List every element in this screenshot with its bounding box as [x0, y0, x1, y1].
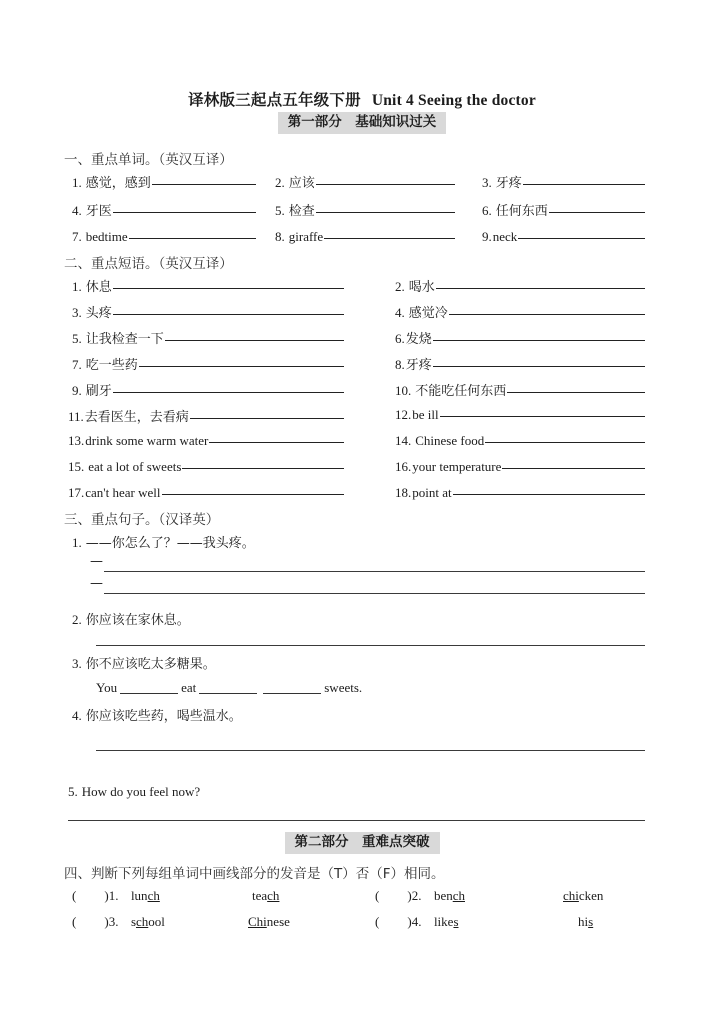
phrase-item-8: [395, 354, 645, 373]
phrase-item-14-label: Chinese food: [415, 433, 485, 448]
word-item-3: [482, 172, 645, 191]
phrase-item-1: [72, 276, 344, 295]
pron-row-3-word-2: Chinese: [248, 914, 290, 929]
pron-row-3-word-2-wrap: [248, 914, 290, 930]
section-heading-pronunciation: 四、判断下列每组单词中画线部分的发音是（T）否（F）相同。: [64, 866, 445, 882]
phrase-item-9-label: 刷牙: [85, 384, 112, 399]
word-item-4-number: 4.: [72, 203, 82, 218]
sentence-q2-text: 你应该在家休息。: [85, 613, 190, 628]
sentence-q4-answer-line[interactable]: [96, 750, 645, 751]
page-title: [0, 88, 724, 110]
word-item-7-blank[interactable]: [129, 226, 256, 239]
word-item-2: [275, 172, 455, 191]
phrase-item-5: [72, 328, 344, 347]
pron-row-4-word-1: likes: [433, 914, 459, 929]
phrase-item-12-number: 12.: [395, 407, 412, 422]
sentence-q1-answer-line-2[interactable]: [104, 593, 645, 594]
sentence-q3-answer: [96, 680, 362, 696]
phrase-item-13-label: drink some warm water: [85, 433, 209, 448]
phrase-item-10-label: 不能吃任何东西: [415, 384, 507, 399]
word-item-2-blank[interactable]: [316, 172, 455, 185]
sentence-q3-number: 3.: [72, 656, 82, 671]
phrase-item-2-number: 2.: [395, 279, 405, 294]
pron-row-3-number: 3.: [108, 914, 119, 929]
phrase-item-15-number: 15.: [68, 459, 85, 474]
word-item-2-number: 2.: [275, 175, 285, 190]
phrase-item-13: [68, 432, 344, 449]
section-heading-sentences: 三、重点句子。（汉译英）: [64, 512, 220, 528]
phrase-item-11-number: 11.: [68, 409, 84, 424]
word-item-8-blank[interactable]: [324, 226, 455, 239]
word-item-1-number: 1.: [72, 175, 82, 190]
word-item-7-label: bedtime: [85, 229, 128, 244]
phrase-item-1-label: 休息: [85, 280, 112, 295]
pron-row-4-word-2: his: [578, 914, 594, 929]
pron-row-2-word-1: bench: [433, 888, 465, 903]
sentence-q5-prompt: [68, 784, 200, 800]
word-item-3-number: 3.: [482, 175, 492, 190]
sentence-q3-blank-3[interactable]: [263, 693, 321, 694]
word-item-9: [482, 228, 645, 245]
page-title-chinese: 译林版三起点五年级下册: [188, 91, 361, 109]
pron-row-1-checkbox[interactable]: ( ): [72, 888, 109, 903]
word-item-5-number: 5.: [275, 203, 285, 218]
phrase-item-12: [395, 406, 645, 423]
pron-row-3-checkbox[interactable]: ( ): [72, 914, 109, 929]
phrase-item-10-blank[interactable]: [507, 380, 645, 393]
sentence-q1-text: ——你怎么了？——我头疼。: [85, 536, 255, 551]
phrase-item-5-number: 5.: [72, 331, 82, 346]
section-heading-phrases: 二、重点短语。（英汉互译）: [64, 256, 233, 272]
phrase-item-9-number: 9.: [72, 383, 82, 398]
phrase-item-1-number: 1.: [72, 279, 82, 294]
sentence-q3-prefix: You: [96, 680, 118, 695]
word-item-8: [275, 228, 455, 245]
sentence-q2-prompt: [72, 609, 190, 628]
phrase-item-7-blank[interactable]: [139, 354, 344, 367]
word-item-6-number: 6.: [482, 203, 492, 218]
phrase-item-6-label: 发烧: [405, 332, 432, 347]
phrase-item-4-number: 4.: [395, 305, 405, 320]
phrase-item-16-number: 16.: [395, 459, 412, 474]
pron-row-3-word-1: school: [130, 914, 165, 929]
phrase-item-8-blank[interactable]: [433, 354, 645, 367]
sentence-q3-mid: eat: [181, 680, 197, 695]
sentence-q3-text: 你不应该吃太多糖果。: [85, 657, 216, 672]
section-heading-words: 一、重点单词。（英汉互译）: [64, 152, 233, 168]
phrase-item-15-blank[interactable]: [182, 456, 344, 469]
phrase-item-8-label: 牙疼: [405, 358, 432, 373]
word-item-6-label: 任何东西: [495, 204, 548, 219]
word-item-8-number: 8.: [275, 229, 285, 244]
sentence-q2-number: 2.: [72, 612, 82, 627]
phrase-item-3-number: 3.: [72, 305, 82, 320]
word-item-9-label: neck: [492, 229, 518, 244]
pron-row-1-left: [72, 888, 160, 904]
phrase-item-12-label: be ill: [412, 407, 439, 422]
phrase-item-15: [68, 458, 344, 475]
phrase-item-7-number: 7.: [72, 357, 82, 372]
phrase-item-14-blank[interactable]: [485, 430, 645, 443]
pron-row-2-word-2-wrap: [563, 888, 603, 904]
sentence-q1-answer-line-1[interactable]: [104, 571, 645, 572]
phrase-item-3-blank[interactable]: [113, 302, 344, 315]
phrase-item-13-number: 13.: [68, 433, 85, 448]
part-one-header: [0, 112, 724, 134]
word-item-2-label: 应该: [288, 176, 315, 191]
phrase-item-8-number: 8.: [395, 357, 405, 372]
phrase-item-5-label: 让我检查一下: [85, 332, 164, 347]
phrase-item-17: [68, 484, 344, 501]
word-item-6-blank[interactable]: [549, 200, 645, 213]
phrase-item-2: [395, 276, 645, 295]
pron-row-1-number: 1.: [108, 888, 119, 903]
word-item-3-blank[interactable]: [523, 172, 645, 185]
phrase-item-6-blank[interactable]: [433, 328, 645, 341]
pron-row-3-left: [72, 914, 165, 930]
phrase-item-18: [395, 484, 645, 501]
phrase-item-12-blank[interactable]: [440, 404, 645, 417]
sentence-q2-answer-line[interactable]: [96, 645, 645, 646]
page-title-english: Unit 4 Seeing the doctor: [371, 92, 536, 109]
pron-row-2-word-2: chicken: [563, 888, 604, 903]
word-item-7: [72, 228, 256, 245]
phrase-item-7-label: 吃一些药: [85, 358, 138, 373]
part-two-header-label: 第二部分 重难点突破: [285, 832, 440, 854]
sentence-q3-blank-1[interactable]: [120, 693, 178, 694]
part-one-header-label: 第一部分 基础知识过关: [278, 112, 447, 134]
phrase-item-5-blank[interactable]: [165, 328, 344, 341]
sentence-q4-prompt: [72, 705, 242, 724]
phrase-item-16-label: your temperature: [412, 459, 502, 474]
sentence-q1-dash-1: —: [90, 554, 103, 569]
word-item-9-number: 9.: [482, 229, 492, 244]
pron-row-4-checkbox[interactable]: ( ): [375, 914, 412, 929]
sentence-q5-answer-line[interactable]: [68, 820, 645, 821]
pron-row-1-word-2-wrap: [252, 888, 279, 904]
phrase-item-10: [395, 380, 645, 399]
word-item-1: [72, 172, 256, 191]
phrase-item-4-blank[interactable]: [449, 302, 645, 315]
phrase-item-14-number: 14.: [395, 433, 412, 448]
phrase-item-11-label: 去看医生，去看病: [84, 410, 189, 425]
phrase-item-18-number: 18.: [395, 485, 412, 500]
word-item-9-blank[interactable]: [518, 226, 645, 239]
pron-row-1-word-1: lunch: [130, 888, 160, 903]
word-item-5-blank[interactable]: [316, 200, 455, 213]
phrase-item-17-label: can't hear well: [85, 485, 161, 500]
phrase-item-3: [72, 302, 344, 321]
phrase-item-17-number: 17.: [68, 485, 85, 500]
phrase-item-9: [72, 380, 344, 399]
phrase-item-3-label: 头疼: [85, 306, 112, 321]
phrase-item-6: [395, 328, 645, 347]
word-item-4: [72, 200, 256, 219]
word-item-8-label: giraffe: [288, 229, 324, 244]
phrase-item-16-blank[interactable]: [502, 456, 645, 469]
sentence-q1-dash-2: —: [90, 576, 103, 591]
word-item-1-blank[interactable]: [152, 172, 256, 185]
sentence-q3-prompt: [72, 653, 216, 672]
phrase-item-15-label: eat a lot of sweets: [88, 459, 182, 474]
sentence-q1-number: 1.: [72, 535, 82, 550]
phrase-item-13-blank[interactable]: [209, 430, 344, 443]
phrase-item-4: [395, 302, 645, 321]
word-item-4-label: 牙医: [85, 204, 112, 219]
phrase-item-6-number: 6.: [395, 331, 405, 346]
phrase-item-11: [68, 406, 344, 425]
phrase-item-18-blank[interactable]: [453, 482, 645, 495]
pron-row-4-number: 4.: [411, 914, 422, 929]
word-item-5-label: 检查: [288, 204, 315, 219]
word-item-6: [482, 200, 645, 219]
phrase-item-1-blank[interactable]: [113, 276, 344, 289]
phrase-item-18-label: point at: [412, 485, 452, 500]
phrase-item-9-blank[interactable]: [113, 380, 344, 393]
word-item-4-blank[interactable]: [113, 200, 256, 213]
phrase-item-4-label: 感觉冷: [408, 306, 448, 321]
word-item-1-label: 感觉，感到: [85, 176, 151, 191]
phrase-item-11-blank[interactable]: [190, 406, 344, 419]
sentence-q3-suffix: sweets.: [324, 680, 363, 695]
phrase-item-7: [72, 354, 344, 373]
sentence-q4-text: 你应该吃些药，喝些温水。: [85, 709, 242, 724]
sentence-q1-prompt: [72, 532, 255, 551]
pron-row-4-word-2-wrap: [578, 914, 593, 930]
pron-row-2-left: [375, 888, 465, 904]
pron-row-2-checkbox[interactable]: ( ): [375, 888, 412, 903]
phrase-item-14: [395, 432, 645, 449]
phrase-item-16: [395, 458, 645, 475]
sentence-q5-number: 5.: [68, 784, 78, 799]
phrase-item-10-number: 10.: [395, 383, 412, 398]
word-item-3-label: 牙疼: [495, 176, 522, 191]
sentence-q4-number: 4.: [72, 708, 82, 723]
pron-row-1-word-2: teach: [252, 888, 280, 903]
sentence-q3-blank-2[interactable]: [199, 693, 257, 694]
phrase-item-17-blank[interactable]: [162, 482, 345, 495]
word-item-7-number: 7.: [72, 229, 82, 244]
pron-row-2-number: 2.: [411, 888, 422, 903]
phrase-item-2-blank[interactable]: [436, 276, 645, 289]
part-two-header: [0, 832, 724, 854]
word-item-5: [275, 200, 455, 219]
phrase-item-2-label: 喝水: [408, 280, 435, 295]
pron-row-4-left: [375, 914, 459, 930]
sentence-q5-text: How do you feel now?: [81, 784, 201, 799]
